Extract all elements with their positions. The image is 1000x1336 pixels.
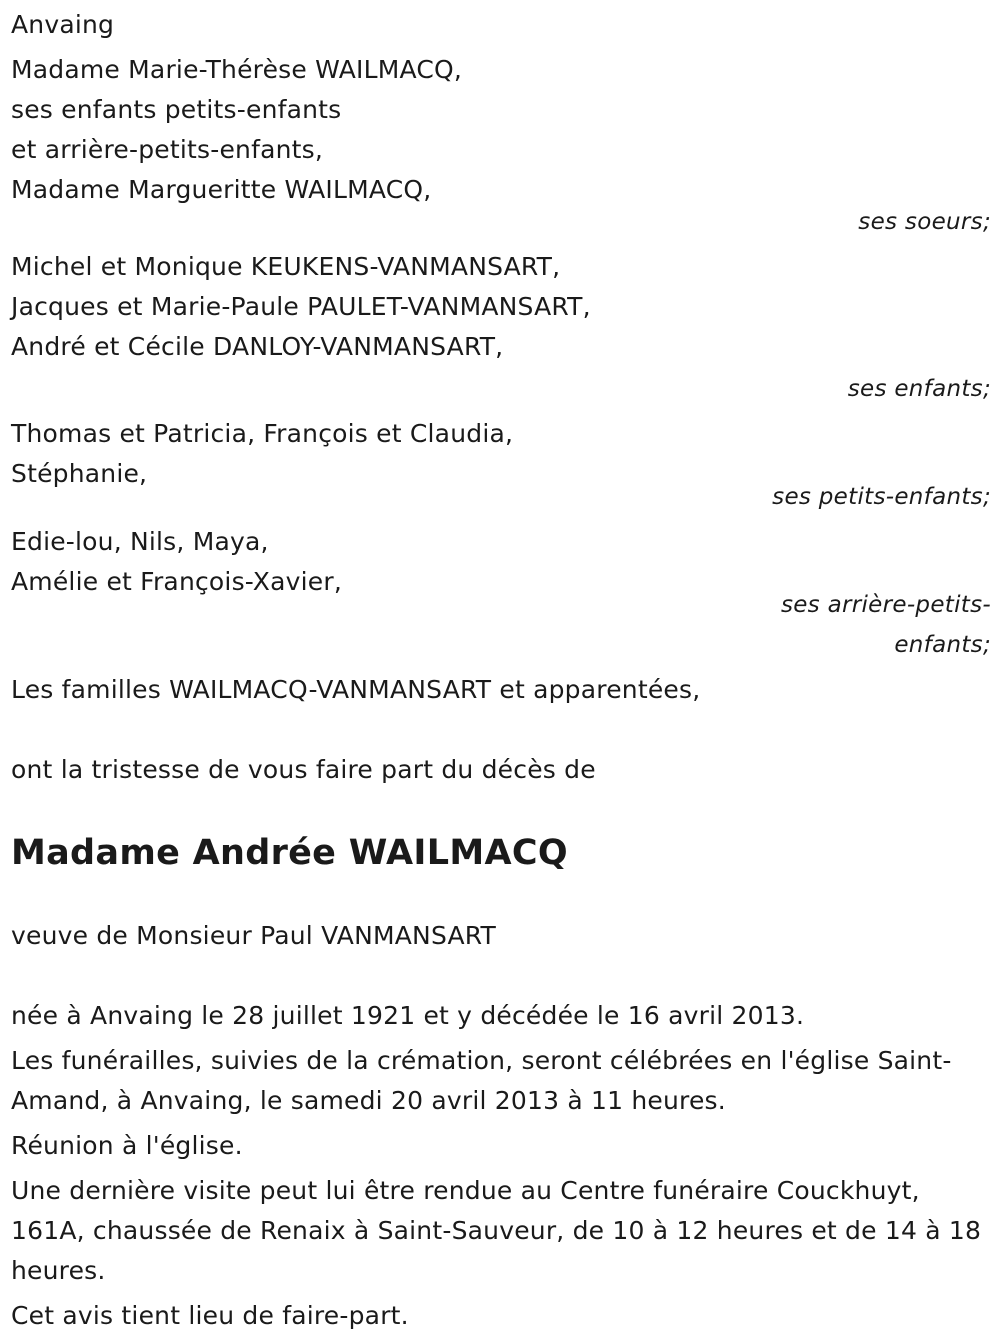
announcement-text: ont la tristesse de vous faire part du décès de	[11, 755, 596, 784]
family-line: Jacques et Marie-Paule PAULET-VANMANSART,	[11, 292, 591, 321]
family-line: Michel et Monique KEUKENS-VANMANSART,	[11, 252, 561, 281]
relation-label: ses petits-enfants;	[772, 484, 991, 510]
closing-text: Cet avis tient lieu de faire-part.	[11, 1301, 409, 1330]
family-line: Madame Marie-Thérèse WAILMACQ,	[11, 55, 463, 84]
meeting-text: Réunion à l'église.	[11, 1131, 243, 1160]
family-line: Stéphanie,	[11, 459, 148, 488]
birth-death-text: née à Anvaing le 28 juillet 1921 et y décédée le 16 avril 2013.	[11, 1001, 805, 1030]
relation-label: ses enfants;	[847, 376, 991, 402]
place-name: Anvaing	[11, 10, 115, 39]
family-line: ses enfants petits-enfants	[11, 95, 342, 124]
family-line: et arrière-petits-enfants,	[11, 135, 324, 164]
family-line: Madame Margueritte WAILMACQ,	[11, 175, 432, 204]
family-line: Amélie et François-Xavier,	[11, 567, 342, 596]
family-group-great-grandchildren	[11, 522, 991, 665]
family-line: André et Cécile DANLOY-VANMANSART,	[11, 332, 504, 361]
relation-label: ses soeurs;	[858, 209, 991, 235]
obituary-notice	[11, 5, 991, 1336]
family-line: Edie-lou, Nils, Maya,	[11, 527, 269, 556]
deceased-name: Madame Andrée WAILMACQ	[11, 833, 568, 873]
relation-label: enfants;	[894, 632, 991, 658]
family-line: Thomas et Patricia, François et Claudia,	[11, 419, 514, 448]
widow-of-text: veuve de Monsieur Paul VANMANSART	[11, 921, 497, 950]
family-group-grandchildren	[11, 414, 991, 517]
visit-text: Une dernière visite peut lui être rendue au Centre funéraire Couckhuyt, 161A, chaussée de Renaix à Saint-Sauveur, de 10 à 12 heures et de 14 à 18 heures.	[11, 1176, 982, 1285]
family-group-sisters	[11, 50, 991, 242]
family-group-children	[11, 247, 991, 409]
relation-label: ses arrière-petits-	[780, 592, 991, 618]
families-line: Les familles WAILMACQ-VANMANSART et apparentées,	[11, 675, 701, 704]
funeral-text: Les funérailles, suivies de la crémation, seront célébrées en l'église Saint-Amand, à Anvaing, le samedi 20 avril 2013 à 11 heures.	[11, 1046, 952, 1115]
